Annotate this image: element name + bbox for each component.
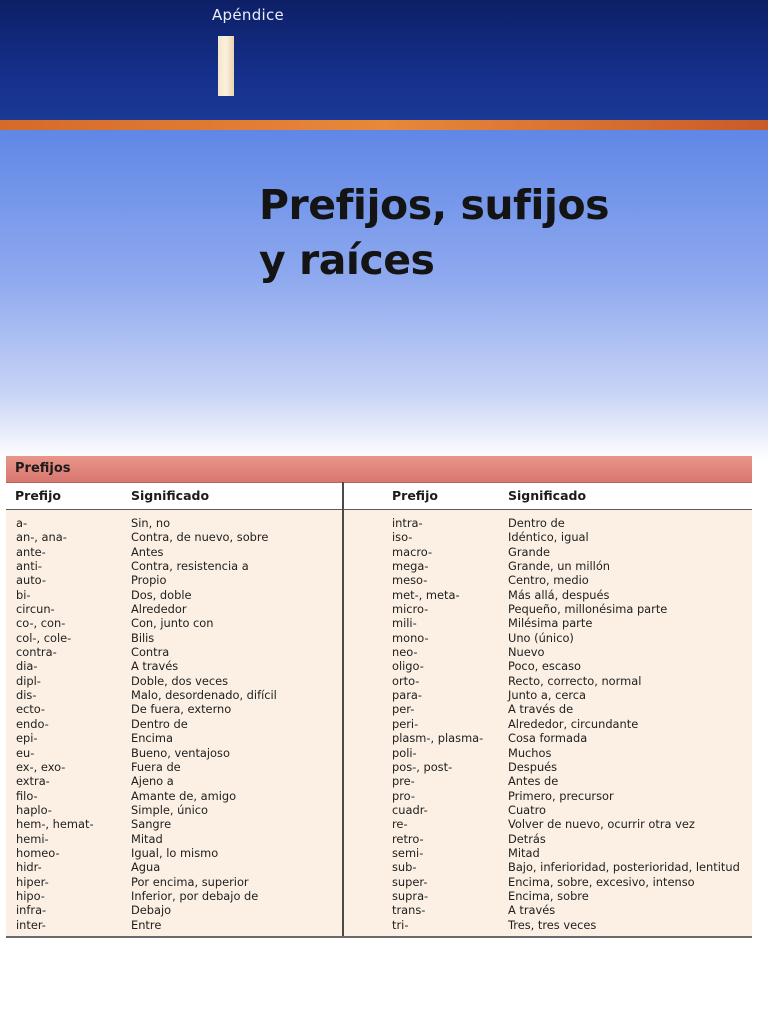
meaning-cell: A través — [508, 903, 556, 918]
prefix-cell: macro- — [392, 544, 433, 559]
meaning-cell: Bajo, inferioridad, posterioridad, lentitud — [508, 860, 740, 875]
meaning-cell: Contra, de nuevo, sobre — [131, 530, 269, 545]
prefix-cell: col-, cole- — [16, 630, 72, 645]
meaning-cell: Agua — [131, 860, 161, 875]
prefix-cell: endo- — [16, 716, 49, 731]
meaning-cell: Propio — [131, 573, 167, 588]
meaning-cell: Amante de, amigo — [131, 788, 237, 803]
meaning-cell: Sangre — [131, 817, 172, 832]
prefix-cell: a- — [16, 516, 28, 530]
prefix-cell: dia- — [16, 659, 38, 674]
prefix-cell: homeo- — [16, 845, 60, 860]
meaning-cell: A través de — [508, 702, 574, 717]
prefix-cell: met-, meta- — [392, 587, 460, 602]
meaning-cell: Debajo — [131, 903, 172, 918]
prefix-cell: peri- — [392, 716, 419, 731]
prefix-cell: bi- — [16, 587, 31, 602]
meaning-cell: Bilis — [131, 630, 155, 645]
page-title-line-1: Prefijos, sufijos — [259, 181, 610, 229]
prefix-cell: supra- — [392, 888, 429, 903]
meaning-cell: Doble, dos veces — [131, 673, 229, 688]
column-divider — [342, 482, 344, 938]
table-bottom-rule — [6, 936, 752, 938]
meaning-cell: Encima, sobre, excesivo, intenso — [508, 874, 695, 889]
meaning-cell: Cuatro — [508, 802, 547, 817]
prefix-cell: extra- — [16, 774, 50, 789]
meaning-cell: Igual, lo mismo — [131, 845, 219, 860]
prefix-cell: ex-, exo- — [16, 759, 66, 774]
meaning-cell: Dentro de — [508, 516, 565, 530]
header-significado-left: Significado — [131, 488, 210, 503]
meaning-cell: Grande, un millón — [508, 559, 611, 574]
prefix-cell: co-, con- — [16, 616, 66, 631]
prefix-cell: super- — [392, 874, 428, 889]
left-prefix-column — [16, 516, 94, 932]
prefix-cell: filo- — [16, 788, 38, 803]
meaning-cell: Dentro de — [131, 716, 188, 731]
meaning-cell: Malo, desordenado, difícil — [131, 688, 277, 703]
meaning-cell: Alrededor, circundante — [508, 716, 639, 731]
prefix-cell: tri- — [392, 917, 409, 932]
meaning-cell: Encima — [131, 731, 173, 746]
prefix-cell: orto- — [392, 673, 420, 688]
prefix-cell: hiper- — [16, 874, 49, 889]
meaning-cell: Contra — [131, 645, 170, 660]
appendix-numeral-mark — [218, 36, 234, 96]
prefix-cell: re- — [392, 817, 408, 832]
meaning-cell: Uno (único) — [508, 630, 574, 645]
prefixes-table — [6, 456, 752, 938]
prefix-cell: trans- — [392, 903, 426, 918]
prefix-cell: pro- — [392, 788, 415, 803]
meaning-cell: Encima, sobre — [508, 888, 589, 903]
meaning-cell: Por encima, superior — [131, 874, 249, 889]
header-prefijo-right: Prefijo — [392, 488, 438, 503]
prefix-cell: infra- — [16, 903, 47, 918]
meaning-cell: Milésima parte — [508, 616, 593, 631]
header-significado-right: Significado — [508, 488, 587, 503]
prefix-cell: ecto- — [16, 702, 46, 717]
meaning-cell: A través — [131, 659, 179, 674]
prefix-cell: contra- — [16, 645, 57, 660]
meaning-cell: Cosa formada — [508, 731, 588, 746]
meaning-cell: Con, junto con — [131, 616, 214, 631]
meaning-cell: Simple, único — [131, 802, 208, 817]
prefix-cell: auto- — [16, 573, 46, 588]
meaning-cell: Antes de — [508, 774, 559, 789]
meaning-cell: Idéntico, igual — [508, 530, 589, 545]
page-title-line-2: y raíces — [259, 236, 435, 284]
prefix-cell: iso- — [392, 530, 413, 545]
meaning-cell: Muchos — [508, 745, 552, 760]
prefix-cell: ante- — [16, 544, 46, 559]
prefix-cell: mega- — [392, 559, 429, 574]
prefix-cell: sub- — [392, 860, 417, 875]
meaning-cell: Detrás — [508, 831, 546, 846]
meaning-cell: Centro, medio — [508, 573, 589, 588]
prefix-cell: per- — [392, 702, 415, 717]
meaning-cell: Grande — [508, 544, 550, 559]
prefix-cell: poli- — [392, 745, 417, 760]
right-prefix-column — [392, 516, 483, 932]
prefix-cell: neo- — [392, 645, 418, 660]
prefix-cell: para- — [392, 688, 422, 703]
meaning-cell: Junto a, cerca — [508, 688, 587, 703]
meaning-cell: Recto, correcto, normal — [508, 673, 642, 688]
meaning-cell: Después — [508, 759, 558, 774]
prefix-cell: plasm-, plasma- — [392, 731, 484, 746]
prefix-cell: dis- — [16, 688, 37, 703]
prefix-cell: intra- — [392, 516, 423, 530]
meaning-cell: Volver de nuevo, ocurrir otra vez — [508, 817, 695, 832]
prefix-cell: hemi- — [16, 831, 49, 846]
table-title: Prefijos — [6, 456, 752, 482]
meaning-cell: Bueno, ventajoso — [131, 745, 230, 760]
meaning-cell: Poco, escaso — [508, 659, 581, 674]
prefix-cell: pos-, post- — [392, 759, 453, 774]
prefix-cell: micro- — [392, 602, 429, 617]
prefix-cell: mili- — [392, 616, 417, 631]
left-meaning-column — [131, 516, 277, 932]
appendix-label: Apéndice — [212, 6, 285, 24]
page-title — [259, 178, 609, 288]
prefix-cell: haplo- — [16, 802, 52, 817]
prefix-cell: retro- — [392, 831, 424, 846]
prefix-cell: mono- — [392, 630, 429, 645]
meaning-cell: Tres, tres veces — [508, 917, 597, 932]
meaning-cell: Mitad — [131, 831, 163, 846]
meaning-cell: Antes — [131, 544, 164, 559]
prefix-cell: circun- — [16, 602, 55, 617]
prefix-cell: inter- — [16, 917, 46, 932]
meaning-cell: Inferior, por debajo de — [131, 888, 259, 903]
meaning-cell: De fuera, externo — [131, 702, 232, 717]
prefix-cell: eu- — [16, 745, 35, 760]
prefix-cell: semi- — [392, 845, 424, 860]
table-column-headers — [6, 482, 752, 510]
right-meaning-column — [508, 516, 740, 932]
meaning-cell: Más allá, después — [508, 587, 610, 602]
prefix-cell: dipl- — [16, 673, 41, 688]
meaning-cell: Dos, doble — [131, 587, 192, 602]
prefix-cell: an-, ana- — [16, 530, 67, 545]
meaning-cell: Pequeño, millonésima parte — [508, 602, 668, 617]
prefix-cell: hem-, hemat- — [16, 817, 94, 832]
meaning-cell: Mitad — [508, 845, 540, 860]
prefix-cell: meso- — [392, 573, 428, 588]
meaning-cell: Contra, resistencia a — [131, 559, 249, 574]
meaning-cell: Fuera de — [131, 759, 181, 774]
meaning-cell: Alrededor — [131, 602, 187, 617]
prefix-cell: oligo- — [392, 659, 424, 674]
meaning-cell: Nuevo — [508, 645, 545, 660]
meaning-cell: Sin, no — [131, 516, 171, 530]
prefix-cell: hidr- — [16, 860, 42, 875]
meaning-cell: Ajeno a — [131, 774, 174, 789]
orange-stripe — [0, 120, 768, 130]
prefix-cell: hipo- — [16, 888, 45, 903]
prefix-cell: epi- — [16, 731, 38, 746]
prefix-cell: anti- — [16, 559, 42, 574]
meaning-cell: Entre — [131, 917, 162, 932]
meaning-cell: Primero, precursor — [508, 788, 614, 803]
appendix-banner — [0, 0, 768, 122]
header-prefijo-left: Prefijo — [15, 488, 61, 503]
prefix-cell: cuadr- — [392, 802, 428, 817]
prefix-cell: pre- — [392, 774, 415, 789]
